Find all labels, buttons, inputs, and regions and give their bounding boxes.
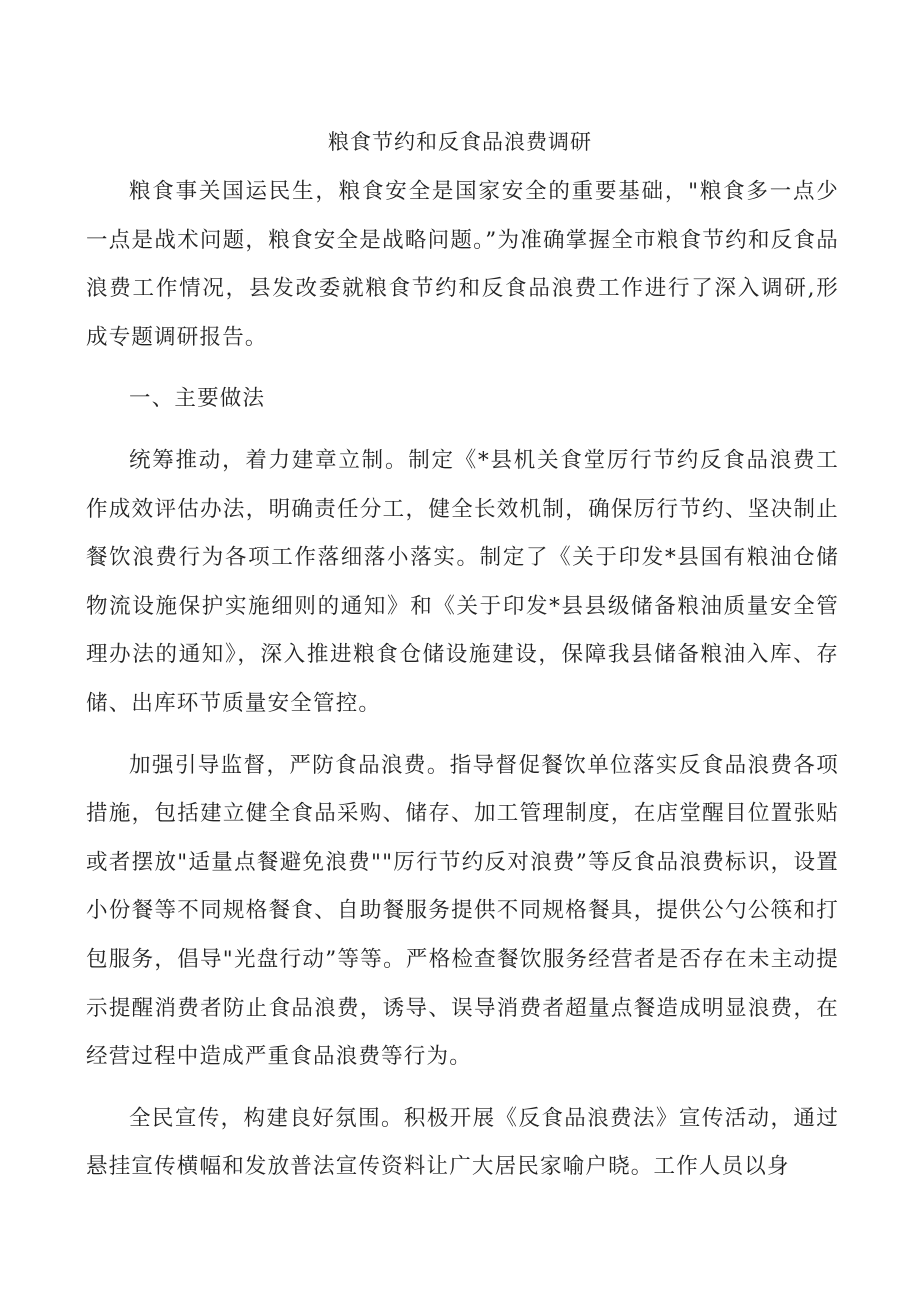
section-heading-main-practices: 一、主要做法 [129,386,266,412]
paragraph-supervision: 加强引导监督，严防食品浪费。指导督促餐饮单位落实反食品浪费各项措施，包括建立健全食品采购、储存、加工管理制度，在店堂醒目位置张贴或者摆放"适量点餐避免浪费""厉行节约反对浪费”等反食品浪费标识，设置小份餐等不同规格餐食、自助餐服务提供不同规格餐具，提供公勺公筷和打包服务，倡导"光盘行动”等等。严格检查餐饮服务经营者是否存在未主动提示提醒消费者防止食品浪费，诱导、误导消费者超量点餐造成明显浪费，在经营过程中造成严重食品浪费等行为。 [86,752,839,1070]
document-title: 粮食节约和反食品浪费调研 [328,130,592,154]
paragraph-publicity: 全民宣传，构建良好氛围。积极开展《反食品浪费法》宣传活动，通过悬挂宣传横幅和发放普法宣传资料让广大居民家喻户晓。工作人员以身 [86,1105,839,1180]
document-body [86,168,839,1205]
intro-paragraph: 粮食事关国运民生，粮食安全是国家安全的重要基础，"粮食多一点少一点是战术问题，粮食安全是战略问题。”为准确掌握全市粮食节约和反食品浪费工作情况，县发改委就粮食节约和反食品浪费工作进行了深入调研,形成专题调研报告。 [86,179,839,350]
paragraph-regulations: 统筹推动，着力建章立制。制定《*县机关食堂厉行节约反食品浪费工作成效评估办法，明确责任分工，健全长效机制，确保厉行节约、坚决制止餐饮浪费行为各项工作落细落小落实。制定了《关于印发*县国有粮油仓储物流设施保护实施细则的通知》和《关于印发*县县级储备粮油质量安全管理办法的通知》，深入推进粮食仓储设施建设，保障我县储备粮油入库、存储、出库环节质量安全管控。 [86,447,839,716]
